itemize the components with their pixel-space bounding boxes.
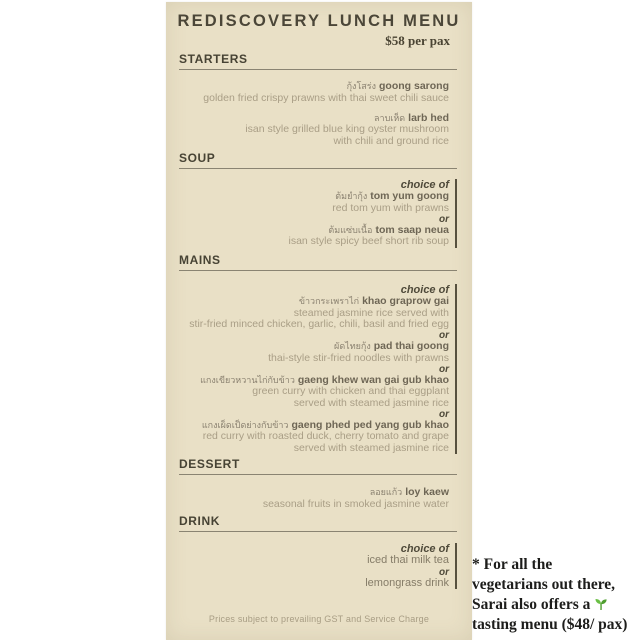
section-label: MAINS bbox=[179, 253, 221, 267]
dish-name-roman: larb hed bbox=[408, 111, 449, 124]
section-label: STARTERS bbox=[179, 52, 248, 66]
dish-desc-line: red curry with roasted duck, cherry tomato and grape bbox=[202, 430, 449, 443]
dish-name-thai: แกงเผ็ดเป็ดย่างกับข้าว bbox=[201, 419, 289, 430]
or-separator: or bbox=[439, 408, 449, 420]
dish-name-thai: กุ้งโสร่ง bbox=[346, 81, 376, 91]
dish-desc-line: served with steamed jasmine rice bbox=[293, 396, 449, 409]
section-content-soup bbox=[179, 179, 457, 248]
section-label: DRINK bbox=[179, 514, 220, 528]
dish-desc-line: thai-style stir-fried noodles with prawns bbox=[268, 351, 449, 364]
section-content-drink bbox=[179, 543, 457, 589]
dish-name-thai: ต้มแซ่บเนื้อ bbox=[328, 224, 373, 235]
menu-price: $58 per pax bbox=[385, 33, 450, 48]
section-header-starters bbox=[179, 52, 457, 70]
dish-desc-line: stir-fried minced chicken, garlic, chili, basil and fried egg bbox=[189, 317, 449, 330]
dish-name-thai: ต้มยำกุ้ง bbox=[335, 191, 368, 201]
section-header-dessert bbox=[179, 457, 457, 475]
choice-of-label: choice of bbox=[400, 284, 449, 296]
footer-note: Prices subject to prevailing GST and Service Charge bbox=[208, 614, 430, 624]
or-separator: or bbox=[439, 330, 449, 342]
dish-desc-line: steamed jasmine rice served with bbox=[293, 306, 449, 319]
dish-desc-line: isan style grilled blue king oyster mushroom bbox=[245, 123, 449, 136]
section-header-mains bbox=[179, 253, 457, 271]
dish-name-roman: loy kaew bbox=[405, 486, 449, 498]
dish-name bbox=[179, 296, 449, 308]
section-label: SOUP bbox=[179, 151, 216, 165]
dish-desc-line: red tom yum with prawns bbox=[332, 201, 449, 214]
side-note-line: * For all the bbox=[472, 556, 553, 573]
dish-name bbox=[179, 341, 449, 353]
dish-desc-line: golden fried crispy prawns with thai sweet chili sauce bbox=[203, 91, 449, 104]
section-label: DESSERT bbox=[179, 457, 240, 471]
side-note-line: Sarai also offers a bbox=[472, 595, 640, 615]
dish-name-thai: แกงเขียวหวานไก่กับข้าว bbox=[200, 374, 295, 385]
dish-desc-line: with chili and ground rice bbox=[333, 134, 449, 147]
or-separator: or bbox=[439, 213, 449, 225]
dish-name-thai: ผัดไทยกุ้ง bbox=[334, 341, 371, 352]
dish-name-roman: pad thai goong bbox=[373, 340, 449, 353]
dish-name bbox=[179, 487, 449, 499]
dish-name-thai: ข้าวกระเพราไก่ bbox=[298, 296, 360, 306]
section-header-drink bbox=[179, 514, 457, 532]
dish-name-thai: ลอยแก้ว bbox=[369, 487, 403, 497]
menu-title: REDISCOVERY LUNCH MENU bbox=[177, 12, 461, 30]
drink-option: iced thai milk tea bbox=[367, 554, 449, 566]
dish-name-roman: gaeng khew wan gai gub khao bbox=[297, 373, 449, 386]
dish-desc-line: green curry with chicken and thai eggplant bbox=[252, 385, 449, 398]
side-note-line: vegetarians out there, bbox=[472, 576, 616, 593]
dish-name-thai: ลาบเห็ด bbox=[374, 112, 406, 123]
side-note-line: tasting menu ($48/ pax) bbox=[472, 616, 628, 633]
dish-name-roman: tom yum goong bbox=[370, 190, 449, 202]
dish-name bbox=[179, 191, 449, 203]
dish-desc-line: isan style spicy beef short rib soup bbox=[288, 235, 449, 248]
choice-of-label: choice of bbox=[400, 543, 449, 555]
drink-option: lemongrass drink bbox=[365, 576, 449, 589]
or-separator: or bbox=[439, 363, 449, 375]
dish-desc-line: seasonal fruits in smoked jasmine water bbox=[262, 497, 449, 510]
side-note bbox=[472, 555, 640, 635]
section-content-dessert bbox=[179, 487, 457, 510]
dish-name-roman: gaeng phed ped yang gub khao bbox=[291, 418, 449, 431]
dish-name-roman: khao graprow gai bbox=[362, 295, 449, 307]
seedling-icon bbox=[594, 597, 608, 611]
section-header-soup bbox=[179, 151, 457, 169]
section-content-starters bbox=[179, 81, 457, 147]
dish-name-roman: tom saap neua bbox=[375, 223, 449, 236]
menu-card bbox=[166, 2, 472, 640]
dish-desc-line: served with steamed jasmine rice bbox=[293, 441, 449, 454]
dish-name bbox=[179, 81, 449, 93]
choice-of-label: choice of bbox=[400, 179, 449, 191]
dish-name-roman: goong sarong bbox=[379, 80, 449, 92]
section-content-mains bbox=[179, 284, 457, 454]
or-separator: or bbox=[439, 566, 449, 578]
